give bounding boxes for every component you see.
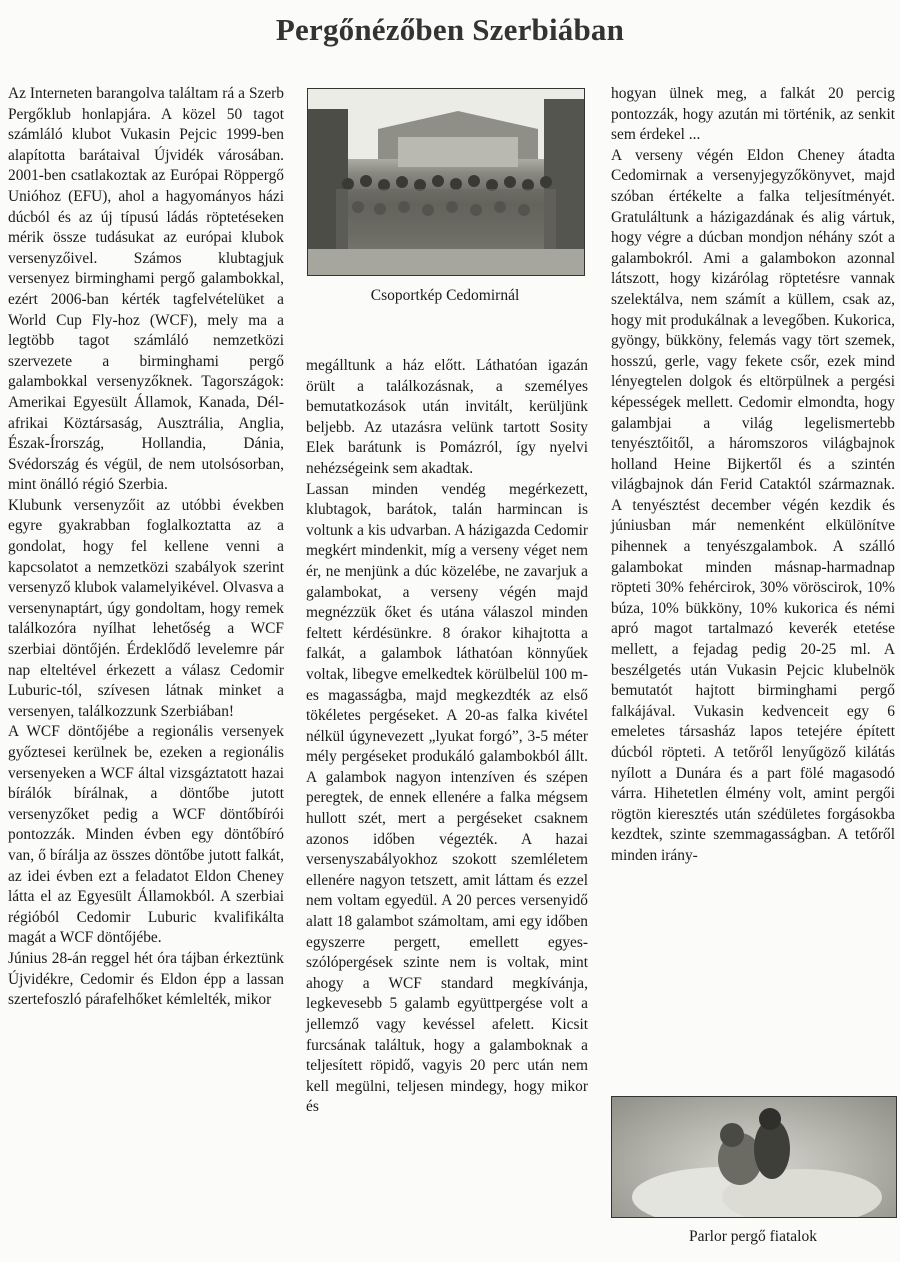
paragraph: hogyan ülnek meg, a falkát 20 percig pontozzák, hogy azután mi történik, az senkit sem érdekel ... (611, 85, 895, 144)
paragraph: A WCF döntőjébe a regionális versenyek győztesei kerülnek be, ezeken a regionális versenyeken a WCF által vizsgáztatott hazai bírálók bírálnak, a döntőbe jutott versenyzőket pedig a WCF döntőbírói pontozzák. Minden évben egy döntőbíró van, ő bírálja az összes döntőbe jutott falkát, az idei évben ezt a feladatot Eldon Cheney látta el az Egyesült Államokból. A szerbiai régióból Cedomir Luburic kvalifikálta magát a WCF döntőjébe. (8, 723, 284, 947)
group-photo-caption: Csoportkép Cedomirnál (370, 287, 520, 304)
paragraph: Június 28-án reggel hét óra tájban érkeztünk Újvidékre, Cedomir és Eldon épp a lassan szertefoszló párafelhőket kémlelték, mikor (8, 949, 284, 1009)
article-title: Pergőnézőben Szerbiában (275, 12, 625, 47)
text-column-2 (306, 356, 588, 1118)
paragraph: A verseny végén Eldon Cheney átadta Cedomirnak a versenyjegyzőkönyvet, majd szóban értékelte a falka teljesítményét. Gratuláltunk a házigazdának és alig vártuk, hogy végre a dúcban mondjon néhány szót a galambokról. Ami a galambokon azonnal látszott, hogy kizárólag röptetésre vannak szelektálva, nem számít a küllem, csak az, hogy mit produkálnak a levegőben. Kukorica, gyöngy, bükköny, felemás vagy tört szemek, hosszú, gerle, vagy fekete csőr, ezek mind lényegtelen dolgok és eltörpülnek a pergési képességek mellett. Cedomir elmondta, hogy galambjai a világ legelismertebb tenyésztőitől, a háromszoros világbajnok holland Heine Bijkertől és a szintén világbajnok dán Ferid Cataktól származnak. A tenyésztést december végén kezdik és júniusban már nemenként elkülönítve pihennek a tenyészgalambok. A szálló galambokat minden másnap-harmadnap röpteti 30% fehércirok, 30% vöröscirok, 10% búza, 10% bükköny, 10% kukorica és némi apró magot tartalmazó keverék etetése mellett, a fejadag pedig 20-25 ml. A beszélgetés után Vukasin Pejcic klubelnök bemutatót hajtott birminghami pergő falkájával. Vukasin kedvenceit egy 6 emeletes társasház lapos tetejére épített dúcból röpteti. A tetőről lenyűgöző kilátás nyílott a Dunára és a part fölé magasodó várra. Hihetetlen élmény volt, amint pergői rögtön kieresztés után szédületes forgásokba kezdtek, szinte szemmagasságban. A tetőről minden irány- (611, 146, 895, 864)
paragraph: Lassan minden vendég megérkezett, klubtagok, barátok, talán harmincan is voltunk a kis udvarban. A házigazda Cedomir megkért mindenkit, míg a verseny véget nem ér, ne menjünk a dúc közelébe, ne zavarjuk a galambokat, a verseny végén majd megnézzük őket és utána válaszol minden feltett kérdésünkre. 8 órakor kihajtotta a falkát, a galambok láthatóan könnyűek voltak, libegve emelkedtek körülbelül 100 m-es magasságba, majd megkezdték az első tökéletes pergéseket. A 20-as falka kivétel nélkül úgynevezett „lyukat forgó”, 3-5 méter mély pergéseket produkáló galambokból állt. A galambok nagyon intenzíven és szépen peregtek, de ennek ellenére a falka mégsem hullott szét, mert a pergéseket csaknem azonos időben végezték. A hazai versenyszabályokhoz szokott szemléletem ellenére nagyon tetszett, amit láttam és ezzel nem voltam egyedül. A 20 perces versenyidő alatt 18 galambot számoltam, ami egy időben egyszerre pergett, emellett egyes-szólópergések szinte nem is voltak, mint ahogy a WCF standard megkívánja, legkevesebb 5 galamb együttpergése volt a jellemző vagy kevéssel afelett. Kicsit furcsának találtuk, hogy a galamboknak a teljesített röpidő, vagyis 20 perc után nem kell megülni, teljesen mindegy, hogy mikor és (306, 480, 588, 1116)
text-column-3 (611, 84, 895, 867)
text-column-1 (8, 84, 284, 1011)
paragraph: Az Interneten barangolva találtam rá a Szerb Pergőklub honlapjára. A közel 50 tagot számláló klubot Vukasin Pejcic 1999-ben alapította barátaival Újvidék városában. 2001-ben csatlakoztak az Európai Röppergő Unióhoz (EFU), ahol a hagyományos házi dúcból és az új típusú ládás röptetéseken mérik össze tudásukat az európai klubok versenyzőivel. Számos klubtagjuk versenyez birminghami pergő galambokkal, ezért 2006-ban kérték tagfelvételüket a World Cup Fly-hoz (WCF), mely ma a legtöbb tagot számláló nemzetközi szervezete a birminghami pergő galambokkal versenyzőknek. Tagországok: Amerikai Egyesült Államok, Kanada, Dél-afrikai Köztársaság, Ausztrália, Anglia, Észak-Írország, Hollandia, Dánia, Svédország és végül, de nem utolsósorban, mint önálló régió Szerbia. (8, 85, 284, 494)
group-photo (307, 88, 585, 276)
paragraph: megálltunk a ház előtt. Láthatóan igazán örült a találkozásnak, a személyes bemutatkozások után invitált, kerüljünk beljebb. Az utazásra velünk tartott Sosity Elek barátunk is Pomázról, így nyelvi nehézségeink sem akadtak. (306, 357, 588, 477)
pigeons-photo-caption: Parlor pergő fiatalok (689, 1228, 817, 1245)
pigeons-illustration (612, 1097, 896, 1217)
paragraph: Klubunk versenyzőit az utóbbi években egyre gyakrabban foglalkoztatta az a gondolat, hogy fel kellene venni a kapcsolatot a nemzetközi szabályok szerint versenyző klubok valamelyikével. Olvasva a versenynaptárt, úgy gondoltam, hogy remek találkozóra nyílhat lehetőség a WCF szerbiai döntőjén. Érdeklődő levelemre pár nap elteltével érkezett a válasz Cedomir Luburic-tól, szívesen látnak minket a versenyen, találkozzunk Szerbiában! (8, 496, 284, 720)
pigeons-photo (611, 1096, 897, 1218)
group-photo-illustration (308, 89, 584, 275)
